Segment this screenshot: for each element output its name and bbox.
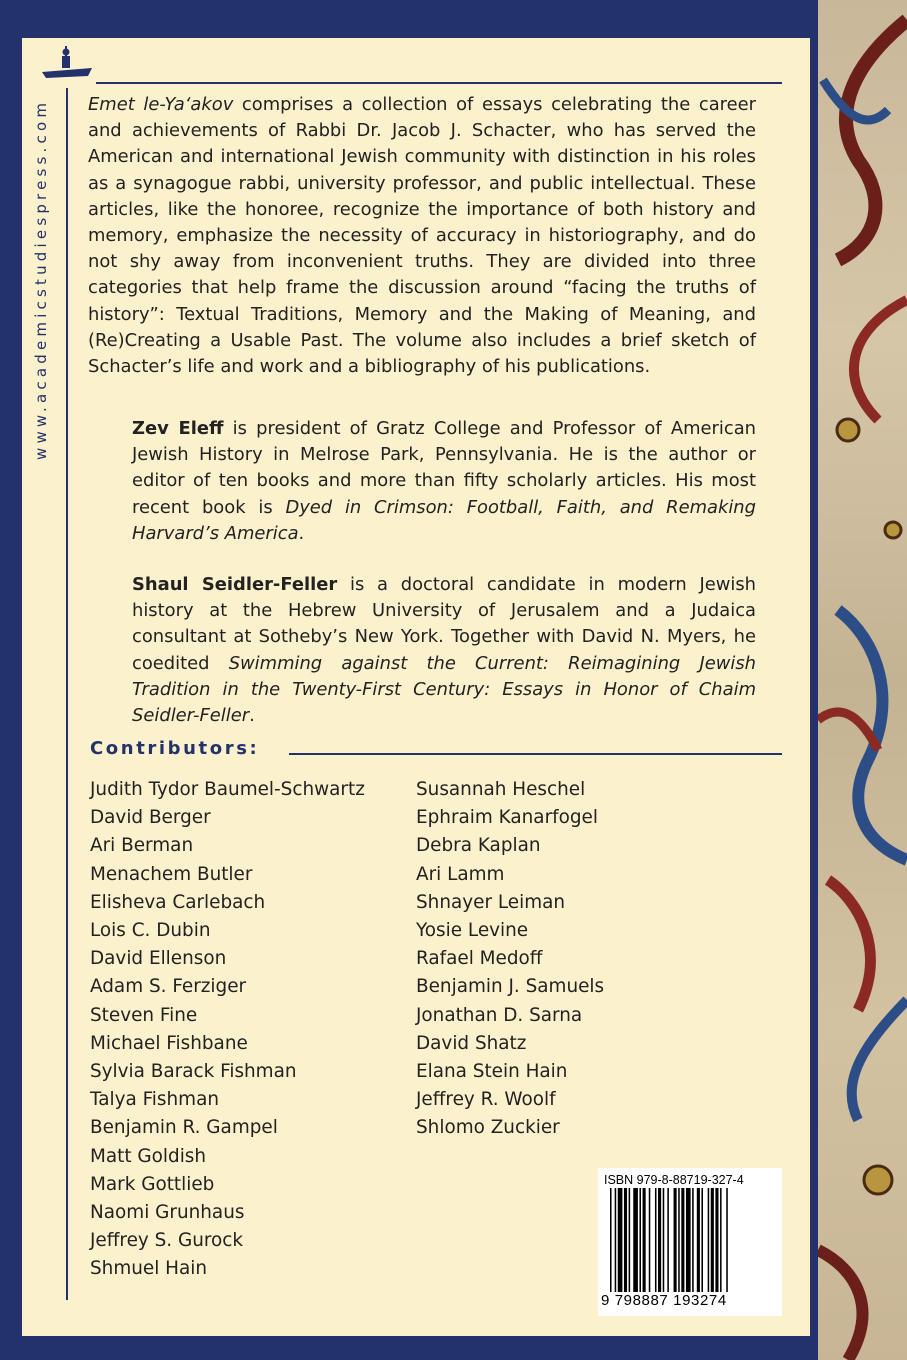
barcode-bar [697,1188,700,1292]
editor-bio-end: . [298,522,305,544]
contributors-list-left [90,776,365,1284]
book-title: Emet le-Ya‘akov [88,94,234,115]
contributor: Elana Stein Hain [416,1061,568,1083]
barcode-bar [674,1188,677,1292]
contributor: Steven Fine [90,1004,198,1026]
contributor: Jeffrey R. Woolf [416,1089,556,1111]
editor-bio-text: is a doctoral candidate in modern Jewish history at the Hebrew University of Jerusalem and a Judaica consultant at Sotheby’s New York. Together with David N. Myers, he coedited [132,574,756,674]
barcode-bar [692,1188,694,1292]
illuminated-manuscript-art [818,0,907,1360]
barcode-bar [708,1188,710,1292]
editor-book-title: Dyed in Crimson: Football, Faith, and Remaking Harvard’s America [132,496,756,544]
editor-bio-text: is president of Gratz College and Professor of American Jewish History in Melrose Park, Pennsylvania. He is the author or editor of ten books and more than fifty scholarly articles. His most recent book is [132,418,757,518]
contributor: Michael Fishbane [90,1032,248,1054]
contributor: Rafael Medoff [416,948,543,970]
contributor: Naomi Grunhaus [90,1202,245,1224]
vertical-rule [66,88,68,1300]
barcode-bar [629,1188,631,1292]
barcode-bar [618,1188,623,1292]
barcode-digits: 9 798887 193274 [601,1292,727,1309]
barcode-bar [639,1188,641,1292]
barcode-bar [686,1188,691,1292]
editor-book-title: Swimming against the Current: Reimagining Jewish Tradition in the Twenty-First Century: Essays in Honor of Chaim Seidler-Feller [132,652,756,727]
barcode-bar [643,1188,646,1292]
barcode-bar [615,1188,617,1292]
contributor: Debra Kaplan [416,835,541,857]
barcode-bar [711,1188,714,1292]
contributor: Menachem Butler [90,863,253,885]
editor-bio-end: . [249,705,255,727]
contributors-heading: Contributors: [90,738,260,759]
contributor: Ephraim Kanarfogel [416,807,598,829]
contributor: Elisheva Carlebach [90,891,266,913]
barcode-bar [624,1188,627,1292]
contributor: Talya Fishman [90,1089,219,1111]
contributor: Judith Tydor Baumel-Schwartz [90,779,365,800]
editor-bio-eleff [132,416,756,547]
barcode-bar [726,1188,728,1292]
barcode-bars [610,1188,772,1292]
contributor: Sylvia Barack Fishman [90,1061,297,1083]
contributors-rule [289,753,782,755]
barcode-bar [720,1188,722,1292]
contributors-list-right [416,776,604,1143]
editor-name: Zev Eleff [132,418,224,439]
contributor: Benjamin J. Samuels [416,976,605,998]
contributor: Ari Berman [90,835,194,857]
editor-name: Shaul Seidler-Feller [132,574,338,595]
contributor: Adam S. Ferziger [90,976,247,998]
publisher-website: www.academicstudiespress.com [32,98,50,460]
boat-logo-icon [40,46,94,90]
isbn-barcode [598,1168,782,1316]
contributor: Benjamin R. Gampel [90,1117,278,1139]
top-rule [96,82,782,84]
contributor: Mark Gottlieb [90,1173,215,1195]
contributor: Lois C. Dubin [90,920,211,942]
contributor: Jonathan D. Sarna [416,1004,583,1026]
contributor: Yosie Levine [416,920,529,942]
barcode-bar [701,1188,703,1292]
contributor: Shnayer Leiman [416,891,566,913]
barcode-bar [658,1188,661,1292]
barcode-bar [663,1188,665,1292]
barcode-bar [678,1188,680,1292]
barcode-bar [667,1188,669,1292]
contributor: Jeffrey S. Gurock [90,1230,244,1252]
contributor: David Ellenson [90,948,227,970]
contributor: Shlomo Zuckier [416,1117,560,1139]
contributor: David Shatz [416,1032,527,1054]
barcode-bar [655,1188,657,1292]
contributor: Shmuel Hain [90,1258,208,1280]
barcode-bar [681,1188,684,1292]
editor-bio-seidler-feller [132,572,756,729]
barcode-bar [715,1188,718,1292]
contributor: David Berger [90,807,211,829]
barcode-bar [649,1188,651,1292]
contributor: Matt Goldish [90,1145,207,1167]
barcode-bar [633,1188,638,1292]
description-text: comprises a collection of essays celebrating the career and achievements of Rabbi Dr. Jacob J. Schacter, who has served the American and international Jewish community with distinction in his roles as a synagogue rabbi, university professor, and public intellectual. These articles, like the honoree, recognize the importance of both history and memory, emphasize the necessity of accuracy in historiography, and do not shy away from inconvenient truths. They are divided into three categories that help frame the discussion around “facing the truths of history”: Textual Traditions, Memory and the Making of Meaning, and (Re)Creating a Usable Past. The volume also includes a brief sketch of Schacter’s life and work and a bibliography of his publications. [88,94,756,378]
isbn-label: ISBN 979-8-88719-327-4 [604,1173,744,1187]
book-description [88,92,756,380]
contributor: Ari Lamm [416,863,505,885]
barcode-bar [610,1188,612,1292]
contributor: Susannah Heschel [416,779,586,800]
